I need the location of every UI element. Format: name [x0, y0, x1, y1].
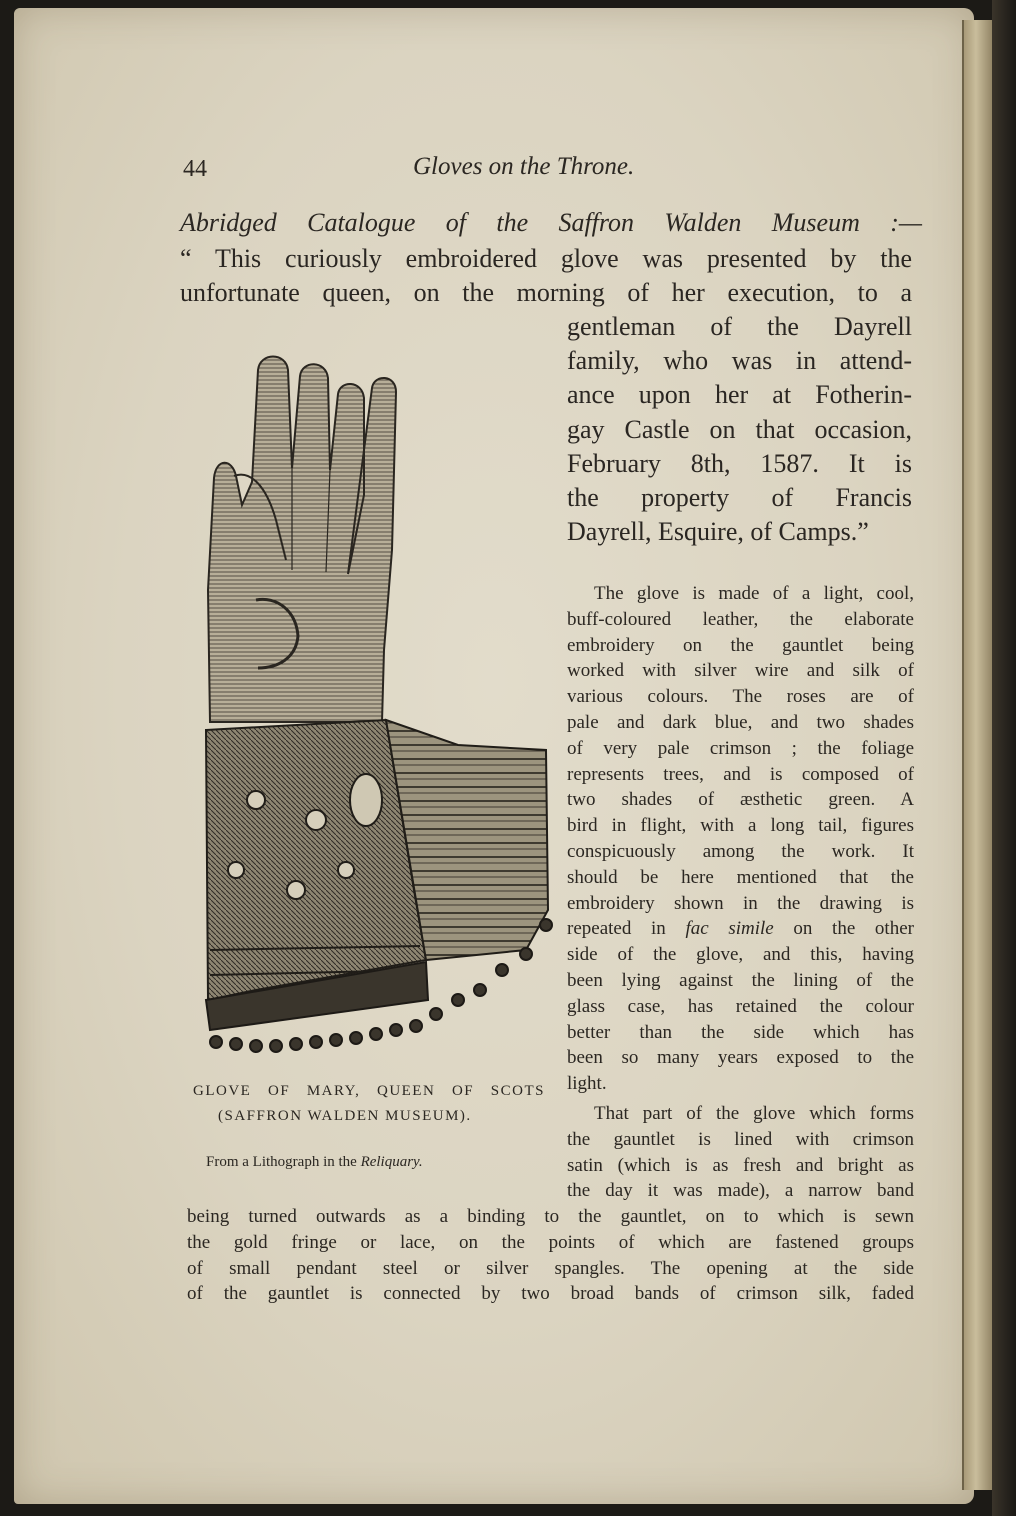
quote-line: “ This curiously embroidered glove was presented by the [180, 244, 912, 273]
fac-before: repeated in [567, 918, 686, 940]
source-prefix: From a Lithograph in the [206, 1154, 361, 1170]
paragraph-line: embroidery shown in the drawing is [567, 892, 914, 914]
source-title: Reliquary. [360, 1154, 423, 1170]
page-edge [962, 20, 994, 1490]
paragraph-line: should be here mentioned that the [567, 866, 914, 888]
glove-gauntlet [206, 720, 548, 1000]
glove-illustration [196, 350, 556, 1070]
page-number: 44 [183, 156, 207, 182]
quote-line: unfortunate queen, on the morning of her execution, to a [180, 278, 912, 307]
paragraph-line: being turned outwards as a binding to the gauntlet, on to which is sewn [187, 1206, 914, 1227]
quote-column [567, 310, 912, 549]
paragraph-line [567, 916, 914, 942]
quote-line: the property of Francis [567, 482, 912, 512]
quote-line: February 8th, 1587. It is [567, 448, 912, 478]
paragraph-line: the gauntlet is lined with crimson [567, 1128, 914, 1150]
figure-caption: GLOVE OF MARY, QUEEN OF SCOTS [193, 1083, 545, 1099]
quote-line: ance upon her at Fotherin- [567, 380, 912, 410]
paragraph-line: conspicuously among the work. It [567, 840, 914, 862]
paragraph-line: bird in flight, with a long tail, figures [567, 815, 914, 837]
paragraph-line: The glove is made of a light, cool, [594, 583, 914, 604]
paragraph-line: the day it was made), a narrow band [567, 1180, 914, 1202]
paragraph-line: been lying against the lining of the [567, 969, 914, 991]
quote-line: gentleman of the Dayrell [567, 312, 912, 341]
fac-after: on the other [773, 918, 914, 940]
paragraph-line: represents trees, and is composed of [567, 763, 914, 785]
paragraph-line: embroidery on the gauntlet being [567, 634, 914, 656]
paragraph-line: the gold fringe or lace, on the points of which are fastened groups [187, 1231, 914, 1253]
binding-shadow [992, 0, 1016, 1516]
paragraph-line: light. [567, 1073, 607, 1095]
paragraph-line: two shades of æsthetic green. A [567, 789, 914, 811]
quote-line: family, who was in attend- [567, 346, 912, 376]
paragraph-line: That part of the glove which forms [594, 1103, 914, 1124]
paragraph-line: of the gauntlet is connected by two broad bands of crimson silk, faded [187, 1283, 914, 1305]
paragraph-line: worked with silver wire and silk of [567, 660, 914, 682]
fac-simile-italic: fac simile [685, 918, 774, 940]
paragraph-line: of very pale crimson ; the foliage [567, 737, 914, 759]
paragraph-continuation [187, 1204, 914, 1307]
figure-caption: (SAFFRON WALDEN MUSEUM). [218, 1108, 472, 1124]
figure-source [206, 1154, 423, 1171]
paragraph-line: satin (which is as fresh and bright as [567, 1154, 914, 1176]
catalogue-title: Abridged Catalogue of the Saffron Walden Museum :— [180, 208, 922, 237]
paragraph-line: buff-coloured leather, the elaborate [567, 608, 914, 630]
running-title: Gloves on the Throne. [413, 153, 635, 180]
paragraph [567, 1101, 914, 1204]
paragraph-line: side of the glove, and this, having [567, 944, 914, 966]
paragraph-line: pale and dark blue, and two shades [567, 711, 914, 733]
paragraph-line: better than the side which has [567, 1021, 914, 1043]
quote-line: gay Castle on that occasion, [567, 414, 912, 444]
paragraph [567, 581, 914, 1097]
glove-hand [208, 357, 396, 723]
paragraph-line: glass case, has retained the colour [567, 995, 914, 1017]
paragraph-line: of small pendant steel or silver spangles. The opening at the side [187, 1257, 914, 1279]
paragraph-line: various colours. The roses are of [567, 686, 914, 708]
quote-line: Dayrell, Esquire, of Camps.” [567, 517, 869, 547]
paragraph-line: been so many years exposed to the [567, 1047, 914, 1069]
